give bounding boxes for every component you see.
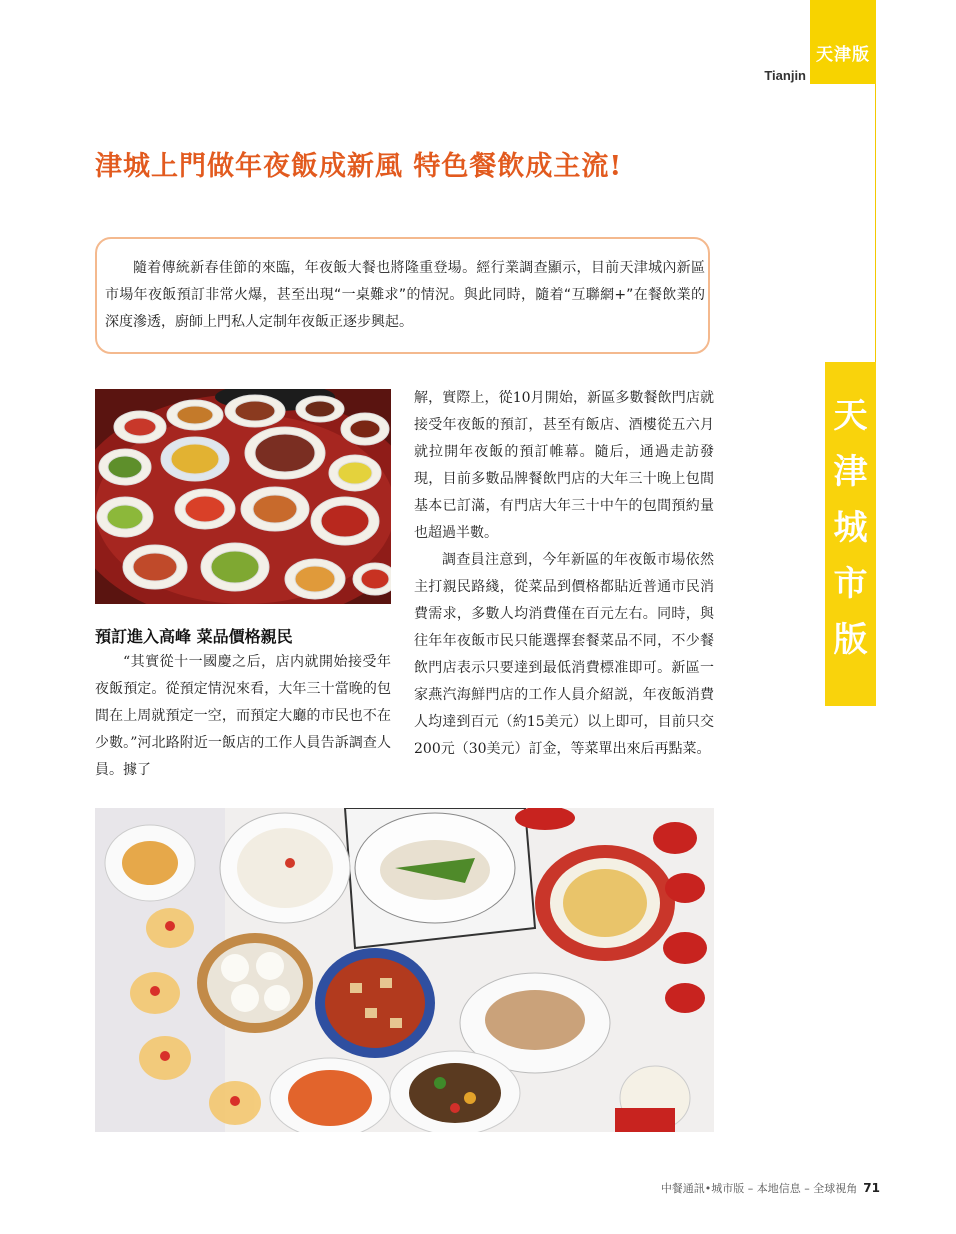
side-banner-text bbox=[825, 388, 876, 668]
publication-name: 中餐通訊•城市版 – 本地信息 – 全球視角 bbox=[660, 1182, 858, 1195]
page-footer bbox=[640, 1180, 880, 1196]
margin-rule bbox=[875, 84, 876, 384]
section-subheading: 預訂進入高峰 菜品價格親民 bbox=[95, 627, 293, 646]
edition-tab-label: 天津版 bbox=[816, 45, 870, 65]
article-paragraph: “其實從十一國慶之后，店内就開始接受年夜飯預定。從預定情況來看，大年三十當晚的包間在上周就預定一空，而預定大廳的市民也不在少數。”河北路附近一飯店的工作人員告訴調查人員。據了 bbox=[95, 654, 391, 778]
side-banner-char: 天 bbox=[833, 396, 868, 436]
article-paragraph: 解，實際上，從10月開始，新區多數餐飲門店就接受年夜飯的預訂，甚至有飯店、酒樓從五六月就拉開年夜飯的預訂帷幕。隨后，通過走訪發現，目前多數品牌餐飲門店的大年三十晚上包間基本已訂滿，有門店大年三十中午的包間預約量也超過半數。 bbox=[414, 390, 714, 541]
edition-english-label: Tianjin bbox=[764, 68, 806, 83]
dishes-spread-photo bbox=[95, 808, 714, 1132]
banquet-table-photo bbox=[95, 389, 391, 604]
intro-text: 隨着傳統新春佳節的來臨，年夜飯大餐也將隆重登場。經行業調查顯示，目前天津城內新區市場年夜飯預訂非常火爆，甚至出現“一桌難求”的情況。與此同時，隨着“互聯網+”在餐飲業的深度滲透，廚師上門私人定制年夜飯正逐步興起。 bbox=[105, 260, 705, 330]
article-paragraph: 調查員注意到，今年新區的年夜飯市場依然主打親民路綫，從菜品到價格都貼近普通市民消費需求，多數人均消費僅在百元左右。同時，與往年年夜飯市民只能選擇套餐菜品不同，不少餐飲門店表示只要達到最低消費標准即可。新區一家燕汽海鮮門店的工作人員介紹説，年夜飯消費人均達到百元（約15美元）以上即可，目前只交200元（30美元）訂金，等菜單出來后再點菜。 bbox=[414, 552, 714, 757]
side-banner-char: 版 bbox=[833, 620, 868, 660]
article-headline: 津城上門做年夜飯成新風 特色餐飲成主流! bbox=[95, 151, 623, 182]
page-number: 71 bbox=[863, 1181, 880, 1195]
article-column-1 bbox=[95, 649, 391, 784]
side-banner-char: 市 bbox=[833, 564, 868, 604]
side-banner-char: 津 bbox=[833, 452, 868, 492]
side-banner-char: 城 bbox=[833, 508, 868, 548]
article-column-2 bbox=[414, 385, 714, 763]
